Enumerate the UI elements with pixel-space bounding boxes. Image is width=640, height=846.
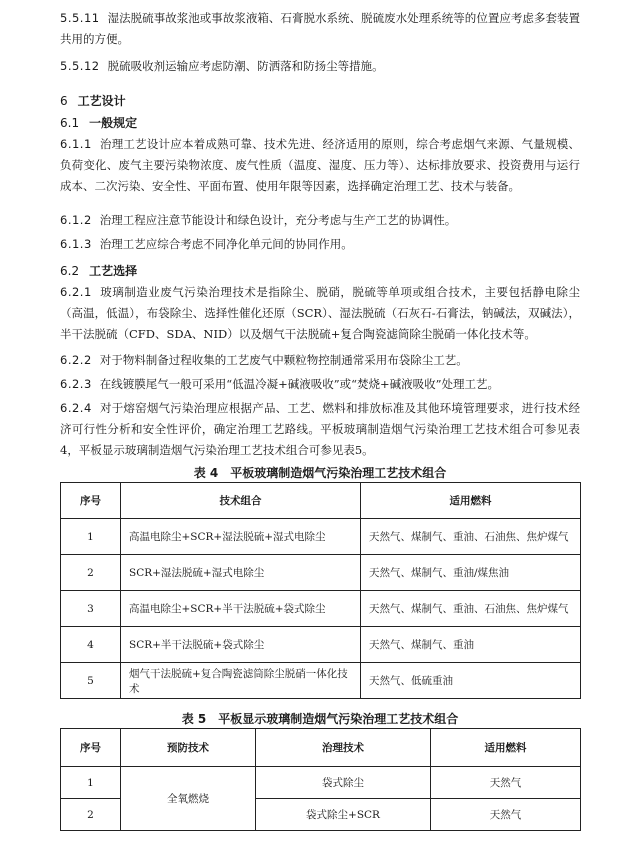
table-row bbox=[61, 663, 581, 699]
table-cell: 烟气干法脱硫+复合陶瓷滤筒除尘脱硝一体化技术 bbox=[121, 663, 361, 699]
header-cell: 治理技术 bbox=[256, 729, 431, 767]
clause-number: 6.1.2 bbox=[60, 213, 92, 227]
table-cell: 2 bbox=[61, 799, 121, 831]
clause-number: 6.2.2 bbox=[60, 353, 92, 367]
clause-number: 5.5.12 bbox=[60, 59, 100, 73]
table-cell: 2 bbox=[61, 555, 121, 591]
table-row bbox=[61, 627, 581, 663]
section-heading-6 bbox=[60, 92, 126, 109]
table-cell: 5 bbox=[61, 663, 121, 699]
table-cell: SCR+湿法脱硫+湿式电除尘 bbox=[121, 555, 361, 591]
section-number: 6 bbox=[60, 94, 68, 108]
clause-text: 在线镀膜尾气一般可采用“低温冷凝+碱液吸收”或“焚烧+碱液吸收”处理工艺。 bbox=[99, 377, 500, 391]
header-cell: 适用燃料 bbox=[431, 729, 581, 767]
clause-6-1-1 bbox=[60, 134, 580, 197]
clause-text: 脱硫吸收剂运输应考虑防潮、防洒落和防扬尘等措施。 bbox=[107, 59, 384, 73]
clause-text: 治理工艺应综合考虑不同净化单元间的协同作用。 bbox=[99, 237, 353, 251]
table-cell: SCR+半干法脱硫+袋式除尘 bbox=[121, 627, 361, 663]
table-cell: 高温电除尘+SCR+半干法脱硫+袋式除尘 bbox=[121, 591, 361, 627]
table-cell: 天然气、煤制气、重油 bbox=[361, 627, 581, 663]
table-5 bbox=[60, 728, 581, 831]
table-row bbox=[61, 519, 581, 555]
table-cell: 3 bbox=[61, 591, 121, 627]
table-cell: 天然气、煤制气、重油、石油焦、焦炉煤气 bbox=[361, 519, 581, 555]
section-title: 工艺选择 bbox=[89, 264, 138, 278]
table-cell: 天然气 bbox=[431, 767, 581, 799]
table-cell: 袋式除尘+SCR bbox=[256, 799, 431, 831]
clause-6-2-3 bbox=[60, 374, 580, 395]
header-cell: 序号 bbox=[61, 729, 121, 767]
table-row bbox=[61, 555, 581, 591]
clause-number: 6.2.4 bbox=[60, 401, 92, 415]
table-cell: 高温电除尘+SCR+湿法脱硫+湿式电除尘 bbox=[121, 519, 361, 555]
section-heading-6-1 bbox=[60, 114, 137, 131]
header-cell: 预防技术 bbox=[121, 729, 256, 767]
clause-6-1-2 bbox=[60, 210, 580, 231]
table-4-caption: 表 4 平板玻璃制造烟气污染治理工艺技术组合 bbox=[193, 466, 447, 480]
section-heading-6-2 bbox=[60, 262, 137, 279]
table-row bbox=[61, 591, 581, 627]
table-cell: 1 bbox=[61, 519, 121, 555]
table-cell: 天然气、煤制气、重油、石油焦、焦炉煤气 bbox=[361, 591, 581, 627]
table-header-row bbox=[61, 729, 581, 767]
table-header-row bbox=[61, 483, 581, 519]
section-title: 工艺设计 bbox=[77, 94, 126, 108]
clause-5-5-11 bbox=[60, 8, 580, 50]
table-cell: 4 bbox=[61, 627, 121, 663]
table-cell: 天然气、低硫重油 bbox=[361, 663, 581, 699]
table-cell: 天然气、煤制气、重油/煤焦油 bbox=[361, 555, 581, 591]
clause-6-2-4 bbox=[60, 398, 580, 461]
clause-number: 6.1.1 bbox=[60, 137, 92, 151]
table-4 bbox=[60, 482, 581, 699]
clause-number: 6.2.3 bbox=[60, 377, 92, 391]
section-number: 6.2 bbox=[60, 264, 80, 278]
clause-text: 湿法脱硫事故浆池或事故浆液箱、石膏脱水系统、脱硫废水处理系统等的位置应考虑多套装置共用的方便。 bbox=[60, 11, 580, 46]
clause-5-5-12 bbox=[60, 56, 580, 77]
header-cell: 序号 bbox=[61, 483, 121, 519]
header-cell: 技术组合 bbox=[121, 483, 361, 519]
clause-6-1-3 bbox=[60, 234, 580, 255]
section-number: 6.1 bbox=[60, 116, 80, 130]
table-cell: 袋式除尘 bbox=[256, 767, 431, 799]
clause-text: 治理工程应注意节能设计和绿色设计，充分考虑与生产工艺的协调性。 bbox=[99, 213, 457, 227]
table-cell: 1 bbox=[61, 767, 121, 799]
clause-number: 6.2.1 bbox=[60, 285, 92, 299]
clause-text: 对于物料制备过程收集的工艺废气中颗粒物控制通常采用布袋除尘工艺。 bbox=[99, 353, 468, 367]
clause-6-2-1 bbox=[60, 282, 580, 345]
clause-number: 6.1.3 bbox=[60, 237, 92, 251]
clause-6-2-2 bbox=[60, 350, 580, 371]
table-row bbox=[61, 767, 581, 799]
clause-number: 5.5.11 bbox=[60, 11, 100, 25]
clause-text: 治理工艺设计应本着成熟可靠、技术先进、经济适用的原则，综合考虑烟气来源、气量规模、负荷变化、废气主要污染物浓度、废气性质（温度、湿度、压力等）、达标排放要求、投资费用与运行成本、二次污染、安全性、平面布置、使用年限等因素，选择确定治理工艺、技术与装备。 bbox=[60, 137, 580, 193]
table-cell-merged: 全氧燃烧 bbox=[121, 767, 256, 831]
table-5-caption: 表 5 平板显示玻璃制造烟气污染治理工艺技术组合 bbox=[181, 712, 459, 726]
clause-text: 对于熔窑烟气污染治理应根据产品、工艺、燃料和排放标准及其他环境管理要求，进行技术经济可行性分析和安全性评价，确定治理工艺路线。平板玻璃制造烟气污染治理工艺技术组合可参见表4，平板显示玻璃制造烟气污染治理工艺技术组合可参见表5。 bbox=[60, 401, 580, 457]
clause-text: 玻璃制造业废气污染治理技术是指除尘、脱硝，脱硫等单项或组合技术，主要包括静电除尘（高温，低温），布袋除尘、选择性催化还原（SCR）、湿法脱硫（石灰石-石膏法，钠碱法，双碱法），半干法脱硫（CFD、SDA、NID）以及烟气干法脱硫+复合陶瓷滤筒除尘脱硝一体化技术等。 bbox=[60, 285, 580, 341]
header-cell: 适用燃料 bbox=[361, 483, 581, 519]
table-cell: 天然气 bbox=[431, 799, 581, 831]
section-title: 一般规定 bbox=[89, 116, 138, 130]
